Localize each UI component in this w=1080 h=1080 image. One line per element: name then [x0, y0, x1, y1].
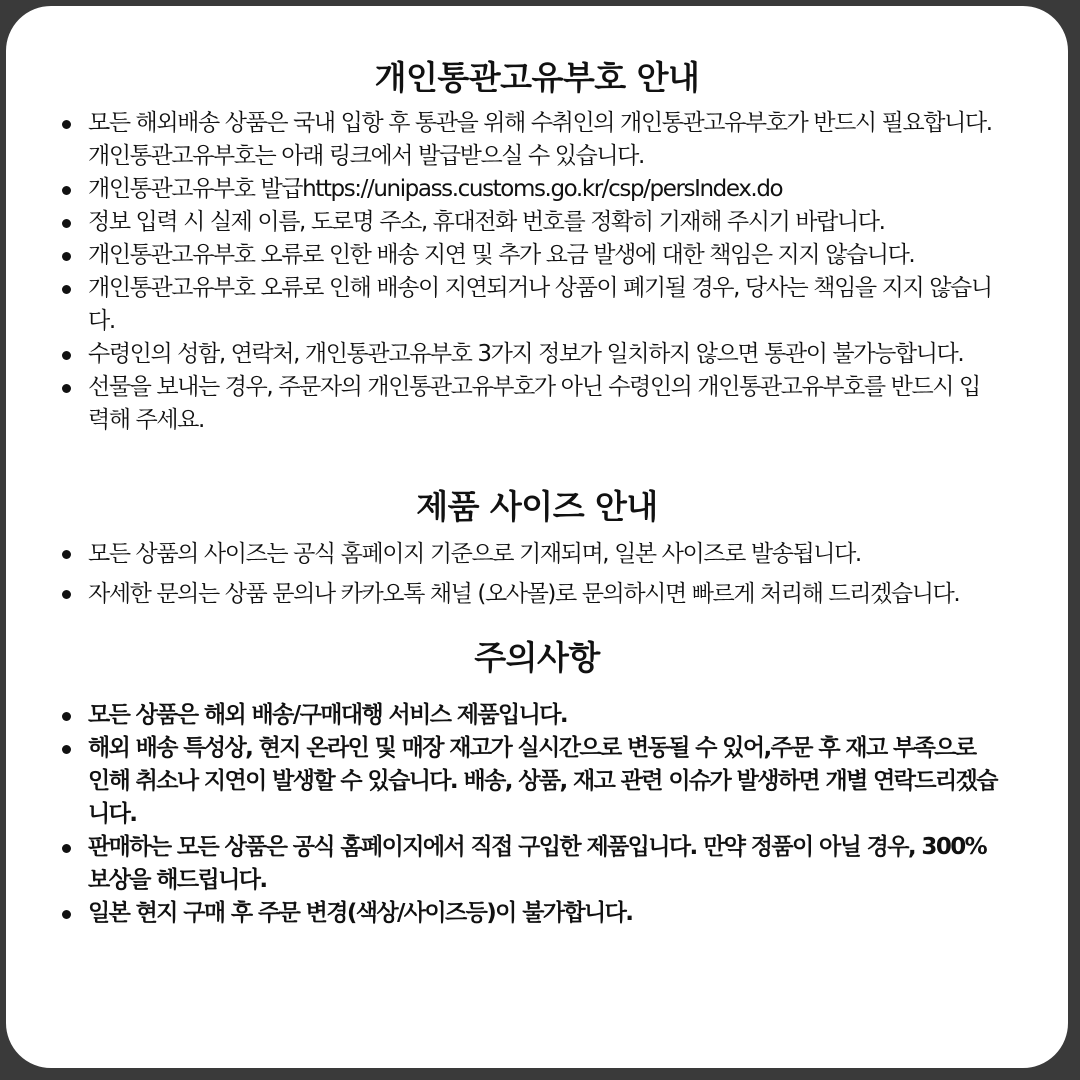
list-item: 개인통관고유부호 발급https://unipass.customs.go.kr/csp/persIndex.do — [62, 173, 998, 206]
list-item: 모든 상품의 사이즈는 공식 홈페이지 기준으로 기재되며, 일본 사이즈로 발송됩니다. — [62, 534, 998, 574]
list-item: 모든 해외배송 상품은 국내 입항 후 통관을 위해 수취인의 개인통관고유부호가 반드시 필요합니다. 개인통관고유부호는 아래 링크에서 발급받으실 수 있습니다. — [62, 107, 998, 173]
size-guide-list — [6, 534, 1068, 614]
list-item: 선물을 보내는 경우, 주문자의 개인통관고유부호가 아닌 수령인의 개인통관고유부호를 반드시 입력해 주세요. — [62, 371, 998, 437]
caution-list — [6, 699, 1068, 930]
caution-title: 주의사항 — [474, 638, 600, 677]
list-item: 판매하는 모든 상품은 공식 홈페이지에서 직접 구입한 제품입니다. 만약 정품이 아닐 경우, 300% 보상을 해드립니다. — [62, 831, 998, 897]
list-item: 수령인의 성함, 연락처, 개인통관고유부호 3가지 정보가 일치하지 않으면 통관이 불가능합니다. — [62, 338, 998, 371]
list-item: 정보 입력 시 실제 이름, 도로명 주소, 휴대전화 번호를 정확히 기재해 주시기 바랍니다. — [62, 206, 998, 239]
size-guide-title: 제품 사이즈 안내 — [416, 487, 658, 526]
list-item: 일본 현지 구매 후 주문 변경(색상/사이즈등)이 불가합니다. — [62, 897, 998, 930]
customs-code-title: 개인통관고유부호 안내 — [374, 58, 700, 97]
list-item: 자세한 문의는 상품 문의나 카카오톡 채널 (오사몰)로 문의하시면 빠르게 처리해 드리겠습니다. — [62, 574, 998, 614]
customs-code-list — [6, 107, 1068, 437]
list-item: 개인통관고유부호 오류로 인한 배송 지연 및 추가 요금 발생에 대한 책임은 지지 않습니다. — [62, 239, 998, 272]
list-item: 개인통관고유부호 오류로 인해 배송이 지연되거나 상품이 폐기될 경우, 당사는 책임을 지지 않습니다. — [62, 272, 998, 338]
list-item: 모든 상품은 해외 배송/구매대행 서비스 제품입니다. — [62, 699, 998, 732]
list-item: 해외 배송 특성상, 현지 온라인 및 매장 재고가 실시간으로 변동될 수 있어,주문 후 재고 부족으로 인해 취소나 지연이 발생할 수 있습니다. 배송, 상품, 재고 관련 이슈가 발생하면 개별 연락드리겠습니다. — [62, 732, 998, 831]
notice-card — [3, 3, 1071, 1071]
